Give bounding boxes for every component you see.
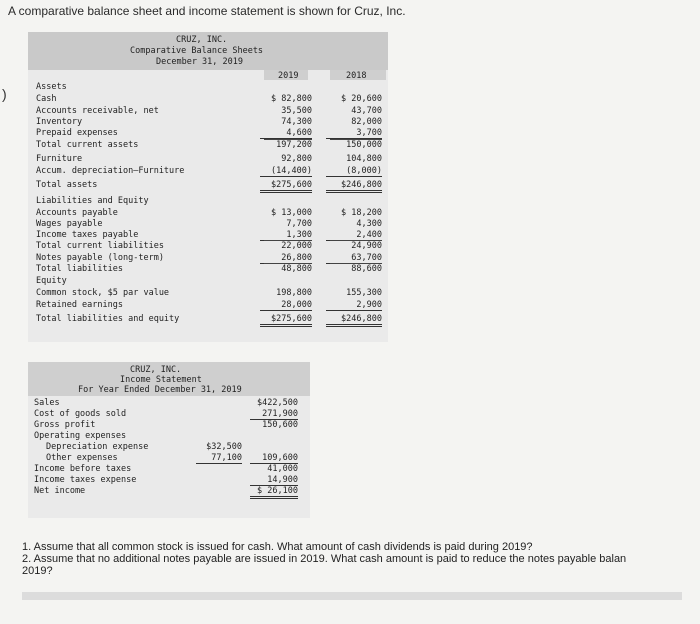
question-2-cont: 2019? — [22, 565, 53, 577]
bs-row-label: Cash — [36, 94, 57, 104]
income-statement-header — [28, 362, 310, 396]
is-period: For Year Ended December 31, 2019 — [78, 385, 242, 395]
bs-value-2019: 74,300 — [281, 117, 312, 127]
bs-value-2018: 150,000 — [346, 140, 382, 150]
is-row-label: Income before taxes — [34, 464, 132, 474]
bs-row-label: Prepaid expenses — [36, 128, 118, 138]
bs-row-label: Income taxes payable — [36, 230, 139, 240]
bs-value-2018: 4,300 — [356, 219, 382, 229]
bs-value-2019: 197,200 — [276, 140, 312, 150]
is-value-outer: $ 26,100 — [250, 486, 298, 499]
bs-total-rule — [264, 240, 312, 241]
footer-bar — [22, 592, 682, 600]
is-row-label: Operating expenses — [34, 431, 127, 441]
bs-value-2018: $246,800 — [326, 314, 382, 327]
bs-value-2018: 104,800 — [346, 154, 382, 164]
is-row-label: Gross profit — [34, 420, 96, 430]
bs-row-label: Inventory — [36, 117, 83, 127]
bs-value-2019: 22,000 — [281, 241, 312, 251]
bs-value-2019: $275,600 — [260, 180, 312, 193]
bs-row-label: Accounts receivable, net — [36, 106, 159, 116]
bs-row-label: Wages payable — [36, 219, 103, 229]
bs-value-2019: 4,600 — [260, 128, 312, 139]
bs-value-2018: $ 20,600 — [341, 94, 382, 104]
is-title: Income Statement — [120, 375, 202, 385]
bs-value-2018: 3,700 — [326, 128, 382, 139]
question-1: 1. Assume that all common stock is issued for cash. What amount of cash dividends is paid during 2019? — [22, 541, 533, 553]
bs-value-2018: 2,900 — [326, 300, 382, 311]
bs-value-2019: (14,400) — [260, 166, 312, 177]
is-value-inner: 77,100 — [196, 453, 242, 464]
bs-value-2019: $ 13,000 — [271, 208, 312, 218]
is-value-outer: 41,000 — [267, 464, 298, 474]
bs-row-label: Total assets — [36, 180, 98, 190]
income-statement — [28, 362, 310, 518]
bs-title: Comparative Balance Sheets — [130, 46, 264, 56]
bs-value-2019: 48,800 — [281, 264, 312, 274]
bs-row-label: Total current liabilities — [36, 241, 164, 251]
balance-sheet — [28, 32, 388, 342]
bs-value-2019: $275,600 — [260, 314, 312, 327]
bs-year-2019: 2019 — [278, 71, 299, 81]
bs-year-2018: 2018 — [346, 71, 367, 81]
is-company: CRUZ, INC. — [130, 365, 182, 375]
bs-row-label: Furniture — [36, 154, 83, 164]
is-value-outer: 109,600 — [250, 453, 298, 464]
bs-value-2019: 7,700 — [286, 219, 312, 229]
is-value-outer: $422,500 — [257, 398, 298, 408]
is-row-label: Depreciation expense — [46, 442, 149, 452]
bs-value-2019: 198,800 — [276, 288, 312, 298]
question-2: 2. Assume that no additional notes payable are issued in 2019. What cash amount is paid to reduce the notes payable balan — [22, 553, 627, 565]
is-value-outer: 150,600 — [262, 420, 298, 430]
bs-value-2019: $ 82,800 — [271, 94, 312, 104]
bs-row-label: Accounts payable — [36, 208, 118, 218]
bs-row-label: Total current assets — [36, 140, 139, 150]
bs-total-rule — [264, 263, 312, 264]
side-paren-mark: ) — [2, 86, 7, 102]
is-value-outer: 14,900 — [250, 475, 298, 486]
bs-value-2019: 92,800 — [281, 154, 312, 164]
bs-total-rule — [330, 139, 382, 140]
is-row-label: Income taxes expense — [34, 475, 137, 485]
bs-value-2018: 155,300 — [346, 288, 382, 298]
bs-total-rule — [330, 263, 382, 264]
bs-value-2019: 35,500 — [281, 106, 312, 116]
bs-row-label: Assets — [36, 82, 67, 92]
bs-row-label: Equity — [36, 276, 67, 286]
bs-row-label: Common stock, $5 par value — [36, 288, 170, 298]
bs-value-2018: 82,000 — [351, 117, 382, 127]
bs-value-2019: 26,800 — [260, 253, 312, 264]
questions — [22, 541, 700, 577]
bs-row-label: Total liabilities and equity — [36, 314, 180, 324]
bs-value-2019: 1,300 — [260, 230, 312, 241]
bs-total-rule — [330, 240, 382, 241]
bs-value-2018: 2,400 — [326, 230, 382, 241]
intro-text: A comparative balance sheet and income statement is shown for Cruz, Inc. — [8, 4, 406, 18]
bs-total-rule — [264, 139, 312, 140]
is-row-label: Other expenses — [46, 453, 118, 463]
bs-row-label: Accum. depreciation—Furniture — [36, 166, 185, 176]
bs-company: CRUZ, INC. — [176, 35, 228, 45]
is-row-label: Net income — [34, 486, 86, 496]
bs-row-label: Retained earnings — [36, 300, 123, 310]
bs-value-2018: $ 18,200 — [341, 208, 382, 218]
bs-row-label: Liabilities and Equity — [36, 196, 149, 206]
is-row-label: Cost of goods sold — [34, 409, 127, 419]
is-row-label: Sales — [34, 398, 60, 408]
bs-value-2019: 28,000 — [260, 300, 312, 311]
bs-value-2018: 88,600 — [351, 264, 382, 274]
bs-row-label: Total liabilities — [36, 264, 123, 274]
bs-row-label: Notes payable (long-term) — [36, 253, 164, 263]
bs-value-2018: $246,800 — [326, 180, 382, 193]
is-value-outer: 271,900 — [250, 409, 298, 420]
bs-value-2018: 24,900 — [351, 241, 382, 251]
bs-value-2018: 43,700 — [351, 106, 382, 116]
balance-sheet-header — [28, 32, 388, 70]
bs-date: December 31, 2019 — [156, 57, 243, 67]
bs-value-2018: 63,700 — [326, 253, 382, 264]
is-value-inner: $32,500 — [206, 442, 242, 452]
bs-value-2018: (8,000) — [326, 166, 382, 177]
